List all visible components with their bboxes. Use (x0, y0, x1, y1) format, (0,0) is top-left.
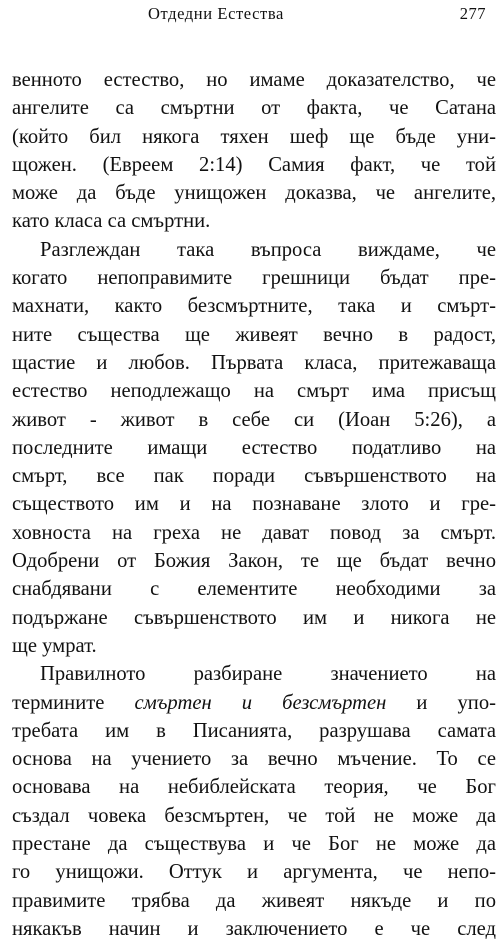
page-number: 277 (459, 4, 486, 23)
text-line: щастие и любов. Първата класа, притежаваща (12, 351, 496, 374)
text-line: някакъв начин и заключението е че след (12, 917, 496, 940)
text-line: снабдявани с елементите необходими за (12, 578, 496, 601)
italic-phrase: смъртен и безсмъртен (134, 691, 387, 714)
line-end-text: и упо- (416, 691, 496, 714)
text-line: като класа са смъртни. (12, 210, 211, 233)
line-start-text: термините (12, 691, 105, 714)
text-line: ангелите са смъртни от факта, че Сатана (12, 97, 496, 120)
text-line: го унищожи. Оттук и аргумента, че непо- (12, 861, 496, 884)
text-line: венното естество, но имаме доказателство, че (12, 69, 496, 91)
text-line: ще умрат. (12, 634, 97, 657)
text-line: последните имащи естество податливо на (12, 436, 496, 459)
text-line: Одобрени от Божия Закон, те ще бъдат вечно (12, 550, 496, 573)
running-title: Отдедни Естества (148, 4, 284, 23)
text-line: създал човека безсмъртен, че той не може да (12, 804, 496, 827)
text-line: живот - живот в себе си (Иоан 5:26), а (12, 408, 496, 431)
text-line: ховноста на греха не дават повод за смърт. (12, 521, 496, 544)
paragraph-first-line: Разглеждан така въпроса виждаме, че (40, 238, 496, 261)
text-line: основава на небиблейската теория, че Бог (12, 776, 496, 799)
text-line: ните същества ще живеят вечно в радост, (12, 323, 496, 346)
text-line-with-italic (12, 689, 496, 717)
text-line: подържане съвършенството им и никога не (12, 606, 496, 629)
paragraph-first-line: Правилното разбиране значението на (40, 663, 496, 686)
body-text (12, 66, 496, 943)
text-line: престане да съществува и че Бог не може да (12, 833, 496, 856)
text-line: требата им в Писанията, разрушава самата (12, 719, 496, 742)
text-line: махнати, както безсмъртните, така и смърт- (12, 295, 496, 318)
text-line: основа на учението за вечно мъчение. То се (12, 748, 496, 771)
text-line: естество неподлежащо на смърт има присъщ (12, 380, 496, 403)
text-line: когато непоправимите грешници бъдат пре- (12, 267, 496, 290)
text-line: правимите трябва да живеят някъде и по (12, 889, 496, 912)
text-line: смърт, все пак поради съвършенството на (12, 465, 496, 488)
text-line: може да бъде унищожен доказва, че ангелите, (12, 182, 496, 205)
text-line: съществото им и на познаване злото и гре- (12, 493, 496, 516)
text-line: щожен. (Евреем 2:14) Самия факт, че той (12, 153, 496, 176)
text-line: (който бил някога тяхен шеф ще бъде уни- (12, 125, 496, 148)
